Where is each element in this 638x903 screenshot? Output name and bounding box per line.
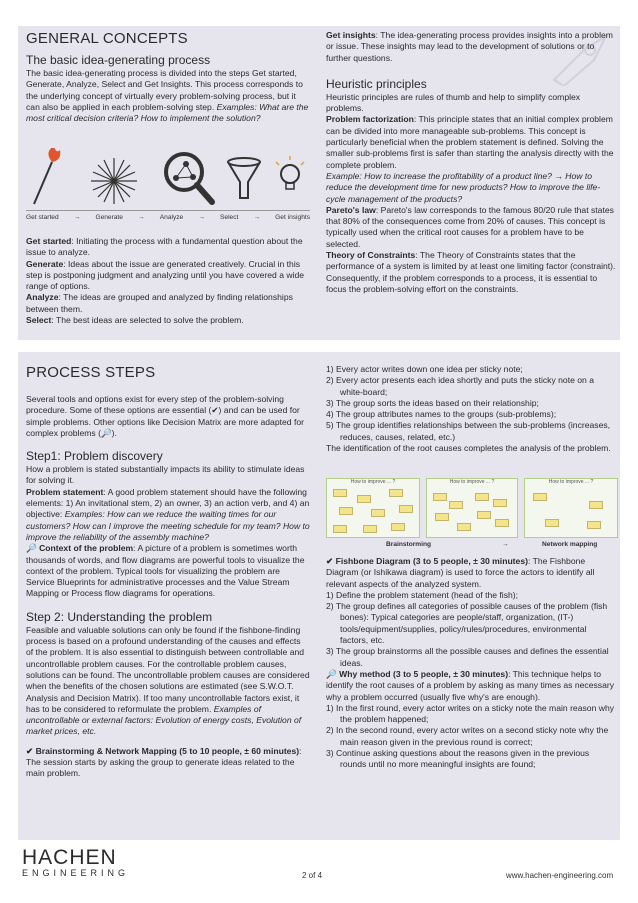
intro-paragraph: The basic idea-generating process is divided into the steps Get started, Generate, Analyze, Select and Get Insights. This process corresponds to the underlying concept of virtually every problem-solving process, but it can also be applied in each problem-solving step. Examples: What are the most critical decision criteria? How to implement the solution? [26,68,309,124]
label-analyze: Analyze [159,214,184,221]
magnifier-network-icon [166,154,212,202]
brainstorm-step: 5) The group identifies relationships between the sub-problems (increases, reduces, causes, related, etc.) [326,420,611,442]
brainstorm-step: 4) The group attributes names to the groups (sub-problems); [326,409,557,420]
problem-statement: Problem statement: A good problem statement should have the following elements: 1) An invitational stem, 2) an owner, 3) an action verb, and 4) an objective: Examples: How can we reduce the waiting times for our customers? How can I improve the meeting schedule for my team? How to improve the reliability of the assembly machine? [26,486,310,542]
match-icon [34,148,60,204]
process-intro: Several tools and options exist for every step of the problem-solving procedure. Some of these options are essential (✔) and can be used for simple problems. Other options like Decision Matrix are more adapted for complex problems (🔎). [26,394,304,438]
brainstorm-step: 1) Every actor writes down one idea per sticky note; [326,364,523,374]
process-diagram [26,148,310,226]
brainstorming-method: ✔ Brainstorming & Network Mapping (5 to 10 people, ± 60 minutes): The session starts by asking the group to generate ideas related to the main problem. [26,745,302,779]
step1-title: Step1: Problem discovery [26,449,163,464]
process-right-column [326,364,616,454]
step1-intro: How a problem is stated substantially impacts its ability to stimulate ideas for solving it. [26,464,305,486]
step2-title: Step 2: Understanding the problem [26,609,213,624]
fishbone-step: 3) The group brainstorms all the possible causes and defines the essential ideas. [326,646,609,668]
general-left-column [26,30,310,124]
company-logo: HACHEN ENGINEERING [22,846,130,878]
website-link[interactable]: www.hachen-engineering.com [506,871,614,880]
caption-brainstorming: Brainstorming [386,541,432,548]
label-get-insights: Get insights [275,214,310,221]
process-left-column [26,364,310,780]
lightbulb-icon [276,156,304,189]
process-step-definitions [26,236,310,326]
label-generate: Generate [95,214,123,221]
section-title-general: GENERAL CONCEPTS [26,30,188,47]
subtitle-idea-process: The basic idea-generating process [26,53,211,67]
def-select: Select: The best ideas are selected to solve the problem. [26,315,244,326]
root-causes-text: The identification of the root causes completes the analysis of the problem. [326,443,611,454]
def-analyze: Analyze: The ideas are grouped and analyzed by finding relationships between them. [26,292,293,314]
fishbone-method: ✔ Fishbone Diagram (3 to 5 people, ± 30 minutes): The Fishbone Diagram (or Ishikawa diagram) is used to force the actors to identify all relevant aspects of the analyzed system. [326,556,595,589]
grouped-board: How to improve ... ? [426,478,518,538]
caption-network-mapping: Network mapping [542,541,598,548]
process-labels [26,214,310,221]
theory-of-constraints: Theory of Constraints: The Theory of Constraints states that the performance of a system is limited by at least one limiting factor (constraint). Consequently, if the problem corresponds to a process, it is essential to focus the problem-solving effort on the constraints. [326,250,616,294]
fishbone-step: 1) Define the problem statement (head of the fish); [326,589,519,600]
def-get-insights: Get insights: The idea-generating process provides insights into a problem or issue. These insights may lead to the development of solutions or to further questions. [326,30,613,63]
page-number: 2 of 4 [302,871,323,880]
def-generate: Generate: Ideas about the issue are generated creatively. Crucial in this step is postponing judgment and analyzing until you have covered a wide range of options. [26,258,305,292]
brainstorm-step: 2) Every actor presents each idea shortly and puts the sticky note on a white-board; [326,375,594,397]
arrow: → [502,541,509,548]
heuristic-title: Heuristic principles [326,76,427,91]
section-title-process: PROCESS STEPS [26,364,156,381]
label-select: Select [220,214,239,221]
why-step: 1) In the first round, every actor writes on a sticky note the main reason why the problem happened; [326,702,615,725]
arrow: → [253,214,261,221]
general-right-column [326,30,616,295]
def-get-started: Get started: Initiating the process with a fundamental question about the issue to analyze. [26,236,303,258]
arrow: → [73,214,81,221]
fishbone-and-why [326,556,616,771]
process-baseline [26,210,310,211]
step2-text: Feasible and valuable solutions can only be found if the fishbone-finding process is based on a profound understanding of the causes and effects of the problem. It is also essential to distinguish between controllable and uncontrollable problem causes. For the controllable problem causes, solutions can be found. The uncontrollable problem causes are considered when the benefits of the chosen solutions are estimated (see S.W.O.T. Analysis and Decision Matrix). If too many uncontrollable factors exist, it has to be considered to reformulate the problem. Examples of uncontrollable or external factors: Evolution of energy costs, Evolution of market prices, etc. [26,624,310,737]
brainstorm-board: How to improve ... ? [326,478,420,538]
network-board: How to improve ... ? [524,478,618,538]
brainstorming-diagrams [326,478,618,546]
funnel-icon [228,158,260,198]
arrow: → [198,214,205,221]
burst-icon [91,158,137,204]
why-method: 🔎 Why method (3 to 5 people, ± 30 minutes): This technique helps to identify the root causes of a problem by asking as many times as necessary why a problem occurred (usually five why's are enough). [326,668,615,702]
factorization-example: Example: How to increase the profitability of a product line? → How to reduce the development time for new products? How to improve the life-cycle management of the products? [326,170,601,204]
context-of-problem: 🔎 Context of the problem: A picture of a problem is sometimes worth thousands of words, and flow diagrams are powerful tools to visualize the context of the problem. Typical tools for visualizing the problem are Service Blueprints for administrative processes and the Value Stream Mapping or Process flow diagrams for operations. [26,543,305,599]
problem-factorization: Problem factorization: This principle states that an initial complex problem can be divided into more manageable sub-problems. This concept is particularly beneficial when the problem statement is defined. Solving the smaller sub-problems first is safer than starting the analysis directly with the complete problem. [326,114,614,170]
label-get-started: Get started [26,214,59,221]
why-step: 2) In the second round, every actor writes on a second sticky note why the main reason given in the previous round is correct; [326,725,609,747]
arrow: → [138,214,145,221]
why-step: 3) Continue asking questions about the reasons given in the previous rounds until no more meaningful insights are found; [326,748,590,770]
brainstorm-step: 3) The group sorts the ideas based on their relationship; [326,397,539,408]
heuristic-intro: Heuristic principles are rules of thumb and help to simplify complex problems. [326,91,581,114]
paretos-law: Pareto's law: Pareto's law corresponds to the famous 80/20 rule that states that 80% of the consequences come from 20% of causes. This concept is typically used when the critical root causes for a problem have to be selected. [326,204,614,249]
fishbone-step: 2) The group defines all categories of possible causes of the problem (fish bones): Typical categories are people/staff, organization, (IT-) tools/equipment/supplies, policy/rules/procedures, environmental factors, etc. [326,601,608,646]
